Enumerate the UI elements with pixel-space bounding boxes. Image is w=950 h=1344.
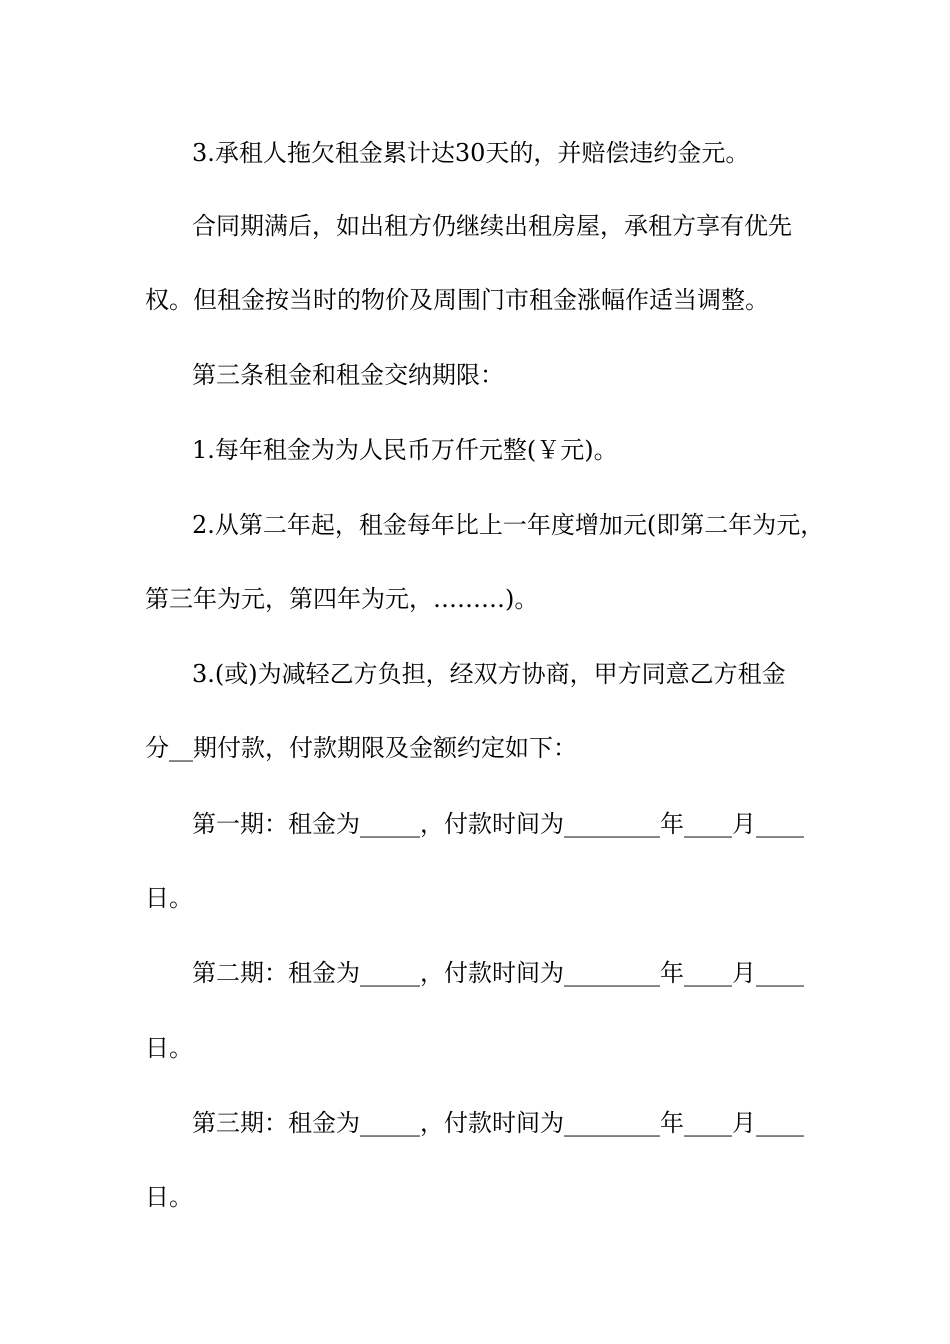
renewal-priority-line-2: 权。但租金按当时的物价及周围门市租金涨幅作适当调整。 [145,286,769,314]
renewal-priority-line-1: 合同期满后，如出租方仍继续出租房屋，承租方享有优先 [192,212,792,240]
clause-3-installments-line-1: 3.(或)为减轻乙方负担，经双方协商，甲方同意乙方租金 [192,660,786,688]
installment-1-line-2: 日。 [145,884,193,912]
article-3-heading: 第三条租金和租金交纳期限： [192,361,504,389]
clause-2-rent-increase-line-1: 2.从第二年起，租金每年比上一年度增加元(即第二年为元， [192,511,825,539]
installment-3-line-2: 日。 [145,1183,193,1211]
installment-1-line-1: 第一期：租金为_____，付款时间为________年____月____ [192,810,804,838]
clause-1-annual-rent: 1.每年租金为为人民币万仟元整(￥元)。 [192,436,618,464]
clause-3-overdue-rent: 3.承租人拖欠租金累计达30天的，并赔偿违约金元。 [192,139,750,167]
installment-2-line-2: 日。 [145,1034,193,1062]
clause-3-installments-line-2: 分__期付款，付款期限及金额约定如下： [145,734,577,762]
installment-2-line-1: 第二期：租金为_____，付款时间为________年____月____ [192,959,804,987]
installment-3-line-1: 第三期：租金为_____，付款时间为________年____月____ [192,1109,804,1137]
clause-2-rent-increase-line-2: 第三年为元，第四年为元，………)。 [145,585,539,613]
